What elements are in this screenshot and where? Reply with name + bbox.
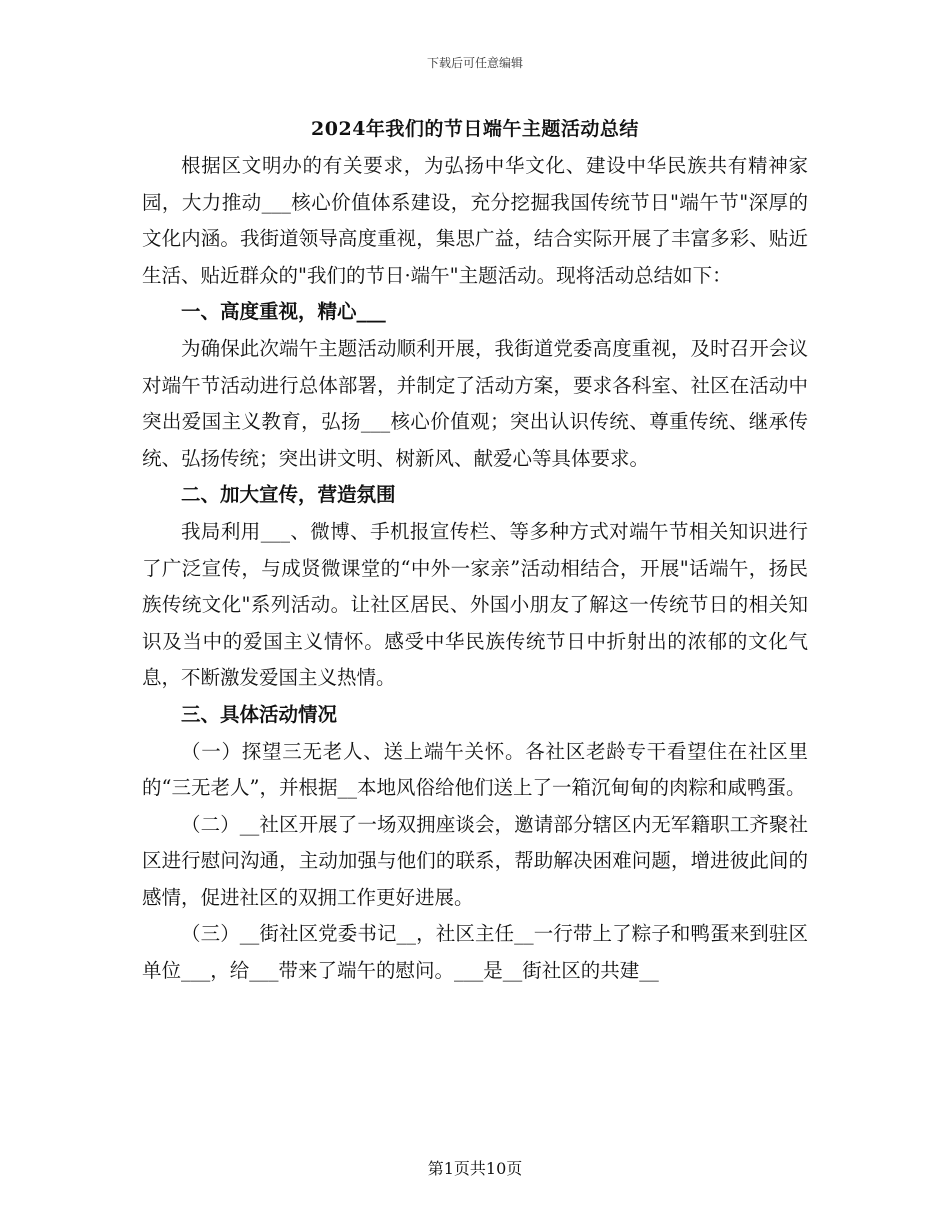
section-heading-3: 三、具体活动情况: [181, 702, 338, 726]
section-1-paragraph: 为确保此次端午主题活动顺利开展，我街道党委高度重视，及时召开会议对端午节活动进行总体部署，并制定了活动方案，要求各科室、社区在活动中突出爱国主义教育，弘扬___核心价值观；突出认识传统、尊重传统、继承传统、弘扬传统；突出讲文明、树新风、献爱心等具体要求。: [142, 336, 808, 470]
activity-item-1: （一）探望三无老人、送上端午关怀。各社区老龄专干看望住在社区里的“三无老人”，并根据__本地风俗给他们送上了一箱沉甸甸的肉粽和咸鸭蛋。: [142, 739, 808, 800]
section-heading-1: 一、高度重视，精心___: [181, 300, 386, 324]
document-title: 2024年我们的节日端午主题活动总结: [311, 118, 639, 140]
header-note: 下载后可任意编辑: [426, 56, 523, 70]
intro-paragraph: 根据区文明办的有关要求，为弘扬中华文化、建设中华民族共有精神家园，大力推动___核心价值体系建设，充分挖掘我国传统节日"端午节"深厚的文化内涵。我街道领导高度重视，集思广益，结合实际开展了丰富多彩、贴近生活、贴近群众的"我们的节日·端午"主题活动。现将活动总结如下：: [142, 154, 808, 287]
section-heading-2: 二、加大宣传，营造氛围: [181, 483, 396, 507]
activity-item-3: （三）__街社区党委书记__，社区主任__一行带上了粽子和鸭蛋来到驻区单位___，给___带来了端午的慰问。___是__街社区的共建__: [142, 922, 808, 983]
activity-item-2: （二）__社区开展了一场双拥座谈会，邀请部分辖区内无军籍职工齐聚社区进行慰问沟通，主动加强与他们的联系，帮助解决困难问题，增进彼此间的感情，促进社区的双拥工作更好进展。: [142, 812, 808, 909]
document-body: [142, 148, 808, 990]
page-number: 第1页共10页: [427, 1159, 523, 1178]
section-2-paragraph: 我局利用___、微博、手机报宣传栏、等多种方式对端午节相关知识进行了广泛宣传，与成贤微课堂的“中外一家亲”活动相结合，开展"话端午，扬民族传统文化"系列活动。让社区居民、外国小朋友了解这一传统节日的相关知识及当中的爱国主义情怀。感受中华民族传统节日中折射出的浓郁的文化气息，不断激发爱国主义热情。: [142, 519, 808, 690]
